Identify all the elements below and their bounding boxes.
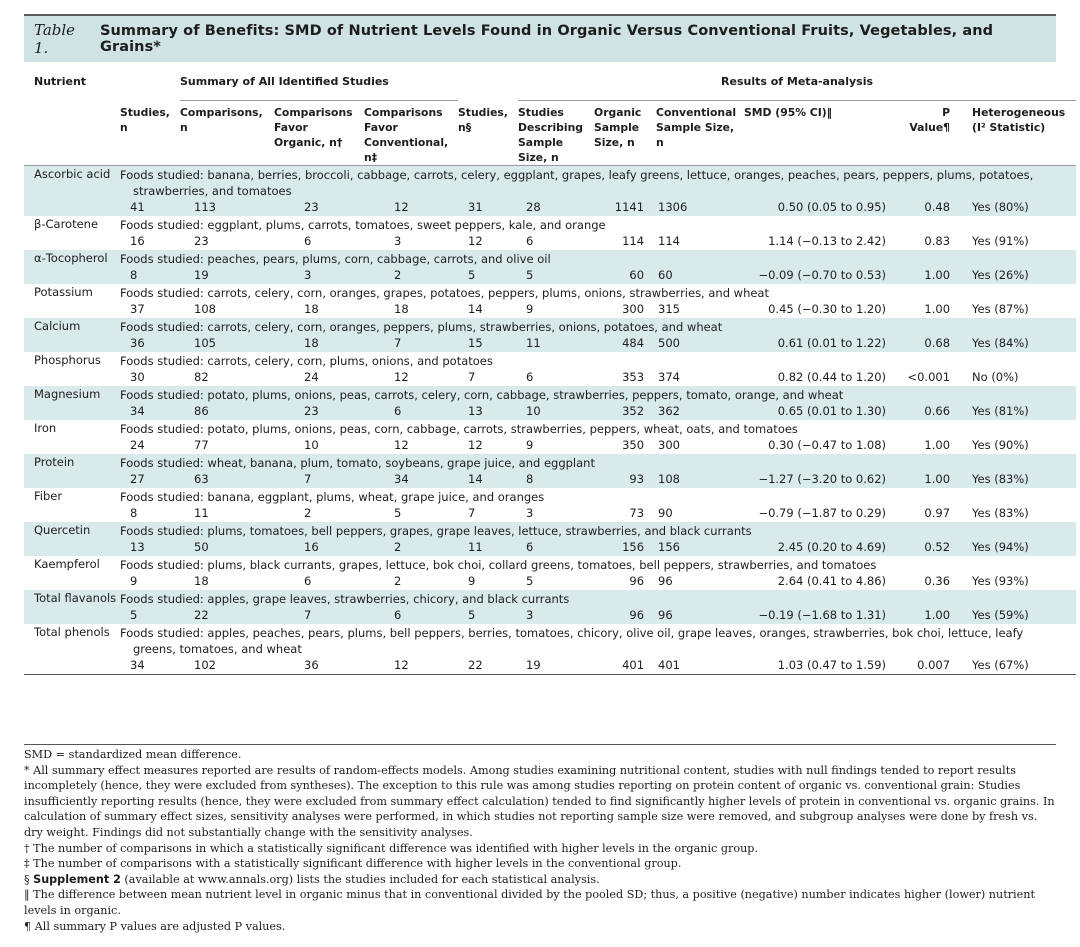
cell-favor-org: 3 [274,267,364,284]
cell-favor-conv: 6 [364,607,458,624]
cell-heterogeneous: Yes (90%) [956,437,1076,454]
cell-favor-conv: 7 [364,335,458,352]
cell-studies2: 13 [458,403,518,420]
cell-studies: 34 [120,403,180,420]
nutrient-cell: Ascorbic acid [24,166,120,217]
foods-studied: Foods studied: potato, plums, onions, peas, carrots, celery, corn, cabbage, strawberries, peppers, tomato, orange, and wheat [120,386,1076,403]
cell-studies: 5 [120,607,180,624]
cell-p-value: 0.48 [890,199,956,216]
cell-describing: 3 [518,505,594,522]
supplement-link[interactable]: Supplement 2 [33,872,121,886]
cell-organic: 156 [594,539,656,556]
cell-comparisons: 86 [180,403,274,420]
cell-conventional: 96 [656,607,744,624]
col-describing-sample: Studies Describing Sample Size, n [518,106,584,164]
cell-heterogeneous: Yes (80%) [956,199,1076,216]
cell-conventional: 156 [656,539,744,556]
table-row-values [24,573,1076,590]
nutrient-cell: Fiber [24,488,120,522]
cell-heterogeneous: Yes (84%) [956,335,1076,352]
cell-comparisons: 63 [180,471,274,488]
cell-organic: 73 [594,505,656,522]
foods-studied: Foods studied: apples, peaches, pears, plums, bell peppers, berries, tomatoes, chicory, olive oil, grape leaves, oranges, strawberries, bok choi, lettuce, leafy greens, tomatoes, and wheat [120,624,1076,657]
foods-studied: Foods studied: banana, eggplant, plums, wheat, grape juice, and oranges [120,488,1076,505]
cell-heterogeneous: Yes (81%) [956,403,1076,420]
table-row [24,352,1076,369]
cell-conventional: 114 [656,233,744,250]
table-row-values [24,335,1076,352]
cell-heterogeneous: Yes (26%) [956,267,1076,284]
cell-heterogeneous: Yes (87%) [956,301,1076,318]
cell-favor-org: 16 [274,539,364,556]
cell-favor-conv: 5 [364,505,458,522]
cell-comparisons: 102 [180,657,274,675]
cell-favor-org: 2 [274,505,364,522]
footnotes [24,744,1056,934]
col-comparisons: Comparisons, n [180,106,263,134]
foods-studied: Foods studied: apples, grape leaves, strawberries, chicory, and black currants [120,590,1076,607]
cell-conventional: 90 [656,505,744,522]
cell-favor-conv: 12 [364,199,458,216]
nutrient-cell: Iron [24,420,120,454]
results-header: Results of Meta-analysis [518,62,1076,101]
cell-favor-org: 6 [274,573,364,590]
cell-p-value: <0.001 [890,369,956,386]
cell-favor-org: 10 [274,437,364,454]
cell-describing: 9 [518,301,594,318]
table-row-values [24,471,1076,488]
cell-organic: 352 [594,403,656,420]
table-row [24,488,1076,505]
cell-favor-org: 23 [274,199,364,216]
cell-studies2: 12 [458,233,518,250]
cell-studies: 8 [120,267,180,284]
cell-studies2: 14 [458,301,518,318]
table-row-values [24,233,1076,250]
cell-favor-org: 36 [274,657,364,675]
summary-header: Summary of All Identified Studies [180,62,458,101]
cell-p-value: 0.83 [890,233,956,250]
cell-studies: 8 [120,505,180,522]
cell-describing: 19 [518,657,594,675]
table-row-values [24,301,1076,318]
footnote: ‡ The number of comparisons with a statistically significant difference with higher levels in the conventional group. [24,857,682,871]
table-title-text: Summary of Benefits: SMD of Nutrient Levels Found in Organic Versus Conventional Fruits, Vegetables, and Grains* [99,23,994,55]
cell-conventional: 362 [656,403,744,420]
nutrient-cell: Calcium [24,318,120,352]
footnote: SMD = standardized mean difference. [24,748,242,761]
cell-p-value: 0.68 [890,335,956,352]
table-row [24,216,1076,233]
cell-organic: 60 [594,267,656,284]
cell-describing: 6 [518,539,594,556]
nutrient-cell: Kaempferol [24,556,120,590]
cell-conventional: 315 [656,301,744,318]
cell-heterogeneous: No (0%) [956,369,1076,386]
cell-conventional: 374 [656,369,744,386]
nutrient-cell: Potassium [24,284,120,318]
cell-p-value: 1.00 [890,437,956,454]
cell-studies: 37 [120,301,180,318]
cell-favor-conv: 34 [364,471,458,488]
cell-organic: 96 [594,573,656,590]
cell-favor-org: 18 [274,335,364,352]
cell-p-value: 0.97 [890,505,956,522]
cell-studies2: 7 [458,505,518,522]
cell-heterogeneous: Yes (94%) [956,539,1076,556]
cell-studies: 24 [120,437,180,454]
cell-heterogeneous: Yes (83%) [956,471,1076,488]
table-row [24,522,1076,539]
cell-favor-org: 23 [274,403,364,420]
footnote: ‖ The difference between mean nutrient level in organic minus that in conventional divided by the pooled SD; thus, a positive (negative) number indicates higher (lower) nutrient levels in organic. [24,888,1035,917]
cell-smd: 0.82 (0.44 to 1.20) [744,369,890,386]
cell-favor-org: 7 [274,607,364,624]
table-container [24,14,1066,675]
cell-smd: 0.50 (0.05 to 0.95) [744,199,890,216]
cell-conventional: 401 [656,657,744,675]
footnote: * All summary effect measures reported are results of random-effects models. Among studies examining nutritional content, studies with null findings tended to report results incompletely (hence, they were excluded from syntheses). The exception to this rule was among studies reporting on protein content of organic vs. conventional grain: Studies insufficiently reporting results (hence, they were excluded from summary effect calculation) tended to find significantly higher levels of protein in conventional vs. organic grains. In calculation of summary effect sizes, sensitivity analyses were performed, in which studies not reporting sample size were removed, and subgroup analyses were done by fresh vs. dry weight. Findings did not substantially change with the sensitivity analyses. [24,763,1055,839]
cell-organic: 401 [594,657,656,675]
col-smd: SMD (95% CI)‖ [744,106,833,119]
cell-comparisons: 11 [180,505,274,522]
cell-organic: 1141 [594,199,656,216]
cell-heterogeneous: Yes (59%) [956,607,1076,624]
table-row-values [24,267,1076,284]
cell-heterogeneous: Yes (83%) [956,505,1076,522]
cell-studies2: 14 [458,471,518,488]
table-row [24,454,1076,471]
cell-smd: 0.61 (0.01 to 1.22) [744,335,890,352]
col-studies: Studies, n [120,105,170,134]
cell-heterogeneous: Yes (91%) [956,233,1076,250]
cell-studies2: 5 [458,607,518,624]
table-row-values [24,607,1076,624]
col-p-value: P Value¶ [909,106,951,134]
nutrient-header: Nutrient [34,74,87,88]
cell-organic: 350 [594,437,656,454]
nutrient-cell: Protein [24,454,120,488]
table-row-values [24,505,1076,522]
table-row [24,250,1076,267]
foods-studied: Foods studied: potato, plums, onions, peas, corn, cabbage, carrots, strawberries, peppers, wheat, oats, and tomatoes [120,420,1076,437]
cell-organic: 93 [594,471,656,488]
cell-describing: 3 [518,607,594,624]
cell-conventional: 108 [656,471,744,488]
cell-favor-conv: 2 [364,539,458,556]
table-row-values [24,657,1076,675]
cell-favor-conv: 12 [364,437,458,454]
cell-studies: 30 [120,369,180,386]
cell-comparisons: 23 [180,233,274,250]
table-label: Table 1. [34,21,76,57]
table-row [24,556,1076,573]
table-body [24,166,1076,675]
cell-studies2: 15 [458,335,518,352]
nutrient-cell: Total phenols [24,624,120,675]
cell-favor-conv: 12 [364,369,458,386]
cell-organic: 353 [594,369,656,386]
cell-describing: 28 [518,199,594,216]
cell-describing: 6 [518,233,594,250]
cell-smd: −1.27 (−3.20 to 0.62) [744,471,890,488]
table-row-values [24,403,1076,420]
cell-conventional: 60 [656,267,744,284]
table-row [24,318,1076,335]
nutrient-cell: Phosphorus [24,352,120,386]
cell-p-value: 1.00 [890,471,956,488]
cell-p-value: 0.66 [890,403,956,420]
cell-comparisons: 19 [180,267,274,284]
foods-studied: Foods studied: wheat, banana, plum, tomato, soybeans, grape juice, and eggplant [120,454,1076,471]
foods-studied: Foods studied: plums, black currants, grapes, lettuce, bok choi, collard greens, tomatoes, bell peppers, strawberries, and tomatoes [120,556,1076,573]
cell-conventional: 1306 [656,199,744,216]
cell-p-value: 0.36 [890,573,956,590]
column-header-row [24,101,1076,166]
cell-describing: 5 [518,267,594,284]
cell-favor-conv: 3 [364,233,458,250]
footnote: ¶ All summary P values are adjusted P values. [24,919,286,933]
cell-organic: 300 [594,301,656,318]
table-row-values [24,199,1076,216]
table-row [24,166,1076,200]
cell-p-value: 1.00 [890,301,956,318]
cell-studies2: 5 [458,267,518,284]
cell-studies2: 7 [458,369,518,386]
table-title [24,14,1056,62]
table-row [24,386,1076,403]
col-conventional-sample: Conventional Sample Size, n [656,106,737,149]
nutrient-cell: Magnesium [24,386,120,420]
foods-studied: Foods studied: eggplant, plums, carrots, tomatoes, sweet peppers, kale, and orange [120,216,1076,233]
cell-describing: 8 [518,471,594,488]
cell-comparisons: 22 [180,607,274,624]
cell-studies: 16 [120,233,180,250]
nutrient-cell: β-Carotene [24,216,120,250]
cell-comparisons: 18 [180,573,274,590]
cell-comparisons: 82 [180,369,274,386]
cell-favor-conv: 2 [364,267,458,284]
table-row-values [24,437,1076,454]
cell-smd: 0.30 (−0.47 to 1.08) [744,437,890,454]
cell-studies: 9 [120,573,180,590]
cell-describing: 6 [518,369,594,386]
cell-smd: 1.14 (−0.13 to 2.42) [744,233,890,250]
nutrient-cell: α-Tocopherol [24,250,120,284]
cell-smd: 2.64 (0.41 to 4.86) [744,573,890,590]
foods-studied: Foods studied: plums, tomatoes, bell peppers, grapes, grape leaves, lettuce, strawberries, and black currants [120,522,1076,539]
col-heterogeneous: Heterogeneous (I² Statistic) [972,106,1066,134]
col-organic-sample: Organic Sample Size, n [594,106,642,149]
cell-organic: 96 [594,607,656,624]
cell-p-value: 0.007 [890,657,956,675]
table-row [24,420,1076,437]
group-header-row [24,62,1076,101]
cell-smd: −0.19 (−1.68 to 1.31) [744,607,890,624]
cell-studies: 41 [120,199,180,216]
cell-studies2: 11 [458,539,518,556]
cell-studies: 27 [120,471,180,488]
table-row-values [24,369,1076,386]
cell-comparisons: 50 [180,539,274,556]
nutrient-cell: Total flavanols [24,590,120,624]
cell-comparisons: 108 [180,301,274,318]
cell-smd: 0.45 (−0.30 to 1.20) [744,301,890,318]
cell-studies: 34 [120,657,180,675]
cell-studies2: 9 [458,573,518,590]
cell-studies: 36 [120,335,180,352]
cell-comparisons: 113 [180,199,274,216]
cell-favor-conv: 2 [364,573,458,590]
col-studies-n: Studies, n§ [458,105,508,134]
col-favor-conventional: Comparisons Favor Conventional, n‡ [364,106,449,164]
cell-p-value: 1.00 [890,607,956,624]
cell-favor-conv: 12 [364,657,458,675]
cell-heterogeneous: Yes (67%) [956,657,1076,675]
cell-smd: −0.09 (−0.70 to 0.53) [744,267,890,284]
cell-studies: 13 [120,539,180,556]
cell-smd: −0.79 (−1.87 to 0.29) [744,505,890,522]
cell-favor-conv: 18 [364,301,458,318]
foods-studied: Foods studied: peaches, pears, plums, corn, cabbage, carrots, and olive oil [120,250,1076,267]
foods-studied: Foods studied: banana, berries, broccoli, cabbage, carrots, celery, eggplant, grapes, leafy greens, lettuce, oranges, peaches, pears, peppers, plums, potatoes, strawberries, and tomatoes [120,166,1076,200]
cell-favor-conv: 6 [364,403,458,420]
cell-heterogeneous: Yes (93%) [956,573,1076,590]
cell-smd: 0.65 (0.01 to 1.30) [744,403,890,420]
cell-conventional: 96 [656,573,744,590]
foods-studied: Foods studied: carrots, celery, corn, plums, onions, and potatoes [120,352,1076,369]
cell-organic: 114 [594,233,656,250]
nutrient-cell: Quercetin [24,522,120,556]
cell-describing: 9 [518,437,594,454]
table-row [24,624,1076,657]
footnote: † The number of comparisons in which a statistically significant difference was identified with higher levels in the organic group. [24,841,759,855]
cell-p-value: 1.00 [890,267,956,284]
cell-describing: 5 [518,573,594,590]
cell-conventional: 500 [656,335,744,352]
cell-smd: 1.03 (0.47 to 1.59) [744,657,890,675]
footnote-supplement: § Supplement 2 (available at www.annals.org) lists the studies included for each statistical analysis. [24,872,600,886]
cell-comparisons: 77 [180,437,274,454]
cell-studies2: 31 [458,199,518,216]
table-row [24,590,1076,607]
data-table [24,62,1076,675]
cell-smd: 2.45 (0.20 to 4.69) [744,539,890,556]
cell-studies2: 22 [458,657,518,675]
cell-favor-org: 24 [274,369,364,386]
table-row [24,284,1076,301]
table-row-values [24,539,1076,556]
cell-p-value: 0.52 [890,539,956,556]
cell-favor-org: 18 [274,301,364,318]
cell-favor-org: 7 [274,471,364,488]
cell-favor-org: 6 [274,233,364,250]
cell-organic: 484 [594,335,656,352]
cell-describing: 11 [518,335,594,352]
cell-studies2: 12 [458,437,518,454]
cell-describing: 10 [518,403,594,420]
cell-conventional: 300 [656,437,744,454]
foods-studied: Foods studied: carrots, celery, corn, oranges, grapes, potatoes, peppers, plums, onions, strawberries, and wheat [120,284,1076,301]
cell-comparisons: 105 [180,335,274,352]
col-favor-organic: Comparisons Favor Organic, n† [274,106,353,149]
foods-studied: Foods studied: carrots, celery, corn, oranges, peppers, plums, strawberries, onions, potatoes, and wheat [120,318,1076,335]
